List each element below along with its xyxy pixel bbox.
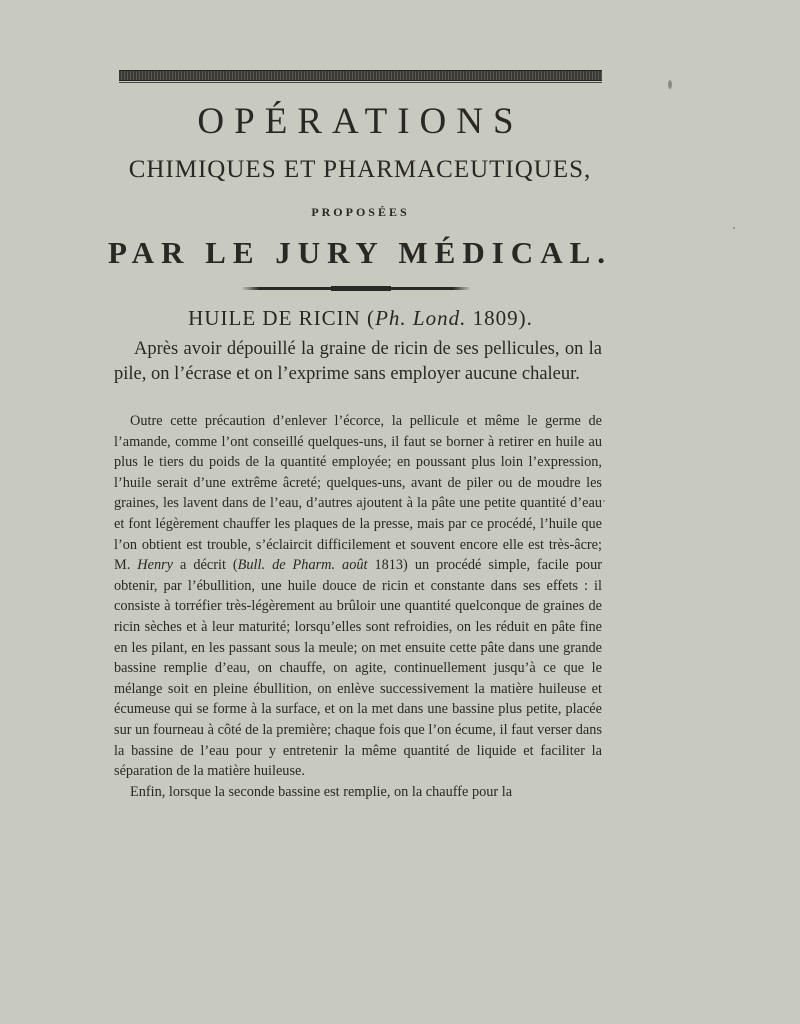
paper-speck xyxy=(668,80,672,89)
citation: Bull. de Pharm. août xyxy=(237,557,368,574)
paper-speck xyxy=(733,227,735,229)
section-heading xyxy=(119,306,602,331)
title-chimiques: CHIMIQUES ET PHARMACEUTIQUES, xyxy=(128,156,592,183)
heading-year: 1809). xyxy=(466,306,533,330)
heading-text: HUILE DE RICIN ( xyxy=(188,306,376,330)
paragraph-1 xyxy=(114,411,602,782)
author-name: Henry xyxy=(137,557,174,574)
top-thin-rule xyxy=(119,82,602,83)
title-proposees: PROPOSÉES xyxy=(311,205,410,219)
heading-reference: Ph. Lond. xyxy=(375,306,467,330)
separator-rule xyxy=(241,287,471,290)
paragraph-1-part-2: a décrit ( xyxy=(173,557,238,574)
title-jury-medical: PAR LE JURY MÉDICAL. xyxy=(107,235,613,270)
paper-speck xyxy=(603,500,605,502)
body-text xyxy=(114,411,602,802)
lead-paragraph: Après avoir dépouillé la graine de ricin de ses pellicules, on la pile, on l’écrase et on l’exprime sans employer aucune chaleur. xyxy=(114,339,602,384)
paragraph-1-part-1: Outre cette précaution d’enlever l’écorce, la pellicule et même le germe de l’amande, comme l’ont conseillé quelques-uns, il faut se borner à retirer en huile au plus le tiers du poids de la quantité employée; en poussant plus loin l’expression, l’huile serait d’une extrême âcreté; quelques-uns, avant de piler ou de moudre les graines, les lavent dans de l’eau, d’autres ajoutent à la pâte une petite quantité d’eau et font légèrement chauffer les plaques de la presse, mais par ce procédé, l’huile que l’on obtient est trouble, s’éclaircit difficilement et souvent encore elle est très-âcre; M. xyxy=(114,413,602,574)
paragraph-2: Enfin, lorsque la seconde bassine est remplie, on la chauffe pour la xyxy=(130,783,513,800)
paragraph-1-part-3: 1813) un procédé simple, facile pour obtenir, par l’ébullition, une huile douce de ricin et constante dans ses effets : il consiste à torréfier très-légèrement au brûloir une quantité quelconque de graines de ricin sèches et à leur maturité; lorsqu’elles sont refroidies, on les réduit en pâte fine en les pilant, en les passant sous la meule; on met ensuite cette pâte dans une grande bassine remplie d’eau, on chauffe, on agite, continuellement jusqu’à ce que le mélange soit en pleine ébullition, on enlève successivement la matière huileuse et écumeuse qui se forme à la surface, et on la met dans une bassine plus petite, placée sur un fourneau à côté de la première; chaque fois que l’on écume, il faut verser dans la bassine de l’eau pour y entretenir la même quantité de liquide et faciliter la séparation de la matière huileuse. xyxy=(114,557,602,780)
title-operations: OPÉRATIONS xyxy=(197,101,524,142)
top-ornamental-rule xyxy=(119,70,602,81)
